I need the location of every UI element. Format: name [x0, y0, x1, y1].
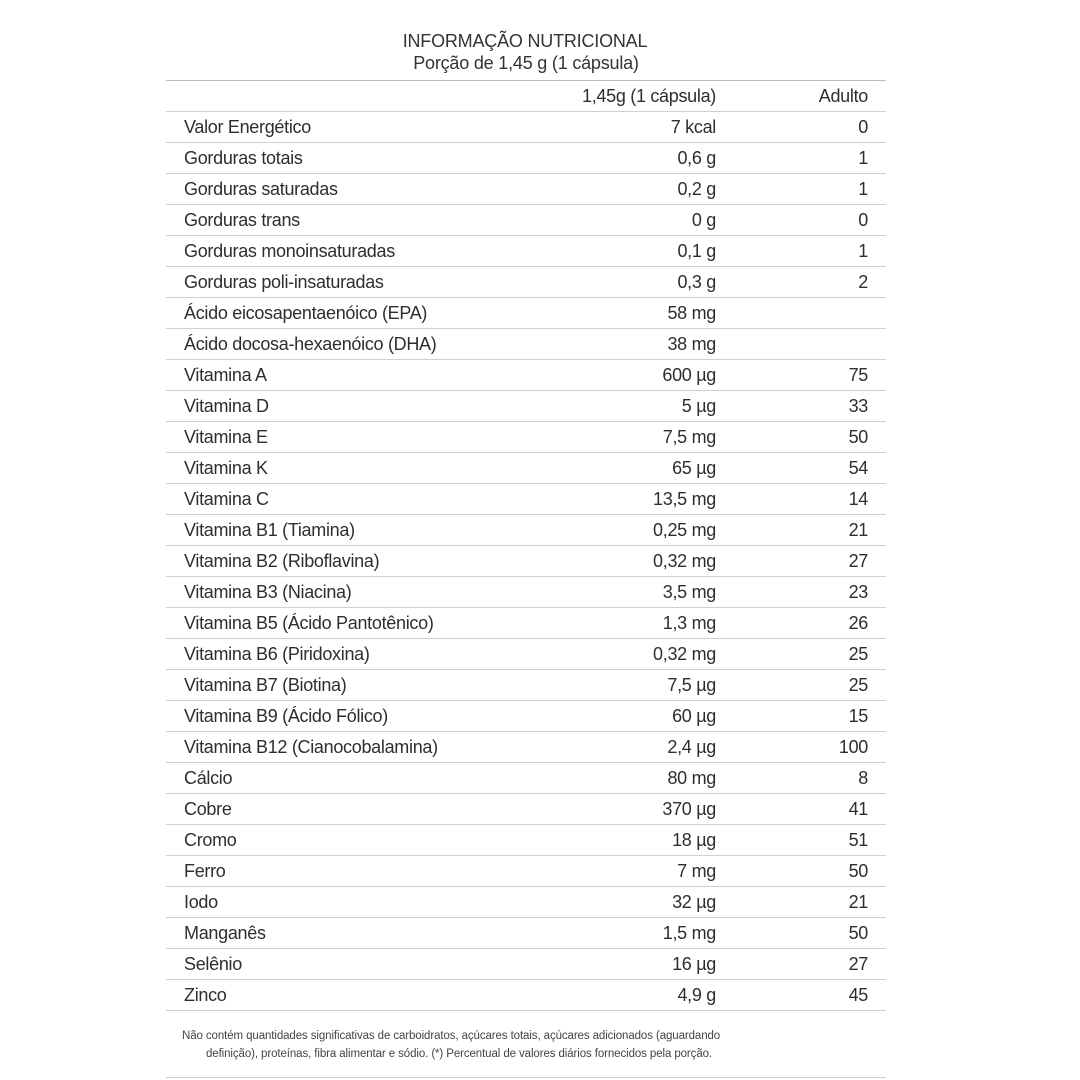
footnote: [182, 1027, 882, 1063]
nutrient-name: Vitamina B9 (Ácido Fólico): [166, 701, 558, 732]
table-row: [166, 856, 886, 887]
nutrient-name: Vitamina B5 (Ácido Pantotênico): [166, 608, 558, 639]
nutrient-name: Vitamina B2 (Riboflavina): [166, 546, 558, 577]
table-row: [166, 515, 886, 546]
nutrient-amount: 16 µg: [558, 949, 718, 980]
nutrient-daily-value: 1: [718, 236, 886, 267]
nutrient-daily-value: 51: [718, 825, 886, 856]
nutrient-name: Vitamina B6 (Piridoxina): [166, 639, 558, 670]
nutrient-amount: 0,1 g: [558, 236, 718, 267]
nutrient-amount: 18 µg: [558, 825, 718, 856]
nutrition-facts-label: [166, 30, 886, 1078]
table-row: [166, 732, 886, 763]
nutrient-name: Selênio: [166, 949, 558, 980]
table-row: [166, 360, 886, 391]
table-body: [166, 112, 886, 1011]
table-row: [166, 174, 886, 205]
table-row: [166, 143, 886, 174]
nutrient-daily-value: 27: [718, 546, 886, 577]
nutrient-amount: 7,5 µg: [558, 670, 718, 701]
table-row: [166, 546, 886, 577]
nutrient-amount: 370 µg: [558, 794, 718, 825]
nutrient-daily-value: 2: [718, 267, 886, 298]
table-row: [166, 391, 886, 422]
nutrient-amount: 1,3 mg: [558, 608, 718, 639]
nutrient-amount: 32 µg: [558, 887, 718, 918]
nutrient-daily-value: 45: [718, 980, 886, 1011]
nutrient-name: Vitamina B7 (Biotina): [166, 670, 558, 701]
nutrient-name: Ácido eicosapentaenóico (EPA): [166, 298, 558, 329]
nutrient-name: Vitamina D: [166, 391, 558, 422]
nutrient-daily-value: 0: [718, 112, 886, 143]
nutrient-name: Vitamina B12 (Cianocobalamina): [166, 732, 558, 763]
nutrient-amount: 0,6 g: [558, 143, 718, 174]
nutrient-daily-value: 1: [718, 174, 886, 205]
nutrient-amount: 3,5 mg: [558, 577, 718, 608]
nutrient-amount: 4,9 g: [558, 980, 718, 1011]
table-row: [166, 701, 886, 732]
column-header-amount: 1,45g (1 cápsula): [558, 81, 718, 112]
table-row: [166, 422, 886, 453]
table-row: [166, 980, 886, 1011]
table-row: [166, 949, 886, 980]
nutrient-daily-value: 21: [718, 515, 886, 546]
column-header-name: [166, 81, 558, 112]
nutrient-amount: 600 µg: [558, 360, 718, 391]
nutrient-daily-value: 25: [718, 639, 886, 670]
table-row: [166, 608, 886, 639]
nutrient-daily-value: 33: [718, 391, 886, 422]
nutrient-amount: 0 g: [558, 205, 718, 236]
nutrient-daily-value: 21: [718, 887, 886, 918]
nutrient-name: Gorduras monoinsaturadas: [166, 236, 558, 267]
nutrient-daily-value: 1: [718, 143, 886, 174]
nutrition-table: [166, 81, 886, 1011]
table-row: [166, 639, 886, 670]
nutrient-amount: 60 µg: [558, 701, 718, 732]
nutrient-daily-value: 100: [718, 732, 886, 763]
label-title: INFORMAÇÃO NUTRICIONAL: [402, 31, 648, 51]
footnote-line-1: Não contém quantidades significativas de carboidratos, açúcares totais, açúcares adicionados (aguardando: [182, 1030, 721, 1042]
nutrient-amount: 1,5 mg: [558, 918, 718, 949]
nutrient-amount: 0,2 g: [558, 174, 718, 205]
nutrient-name: Valor Energético: [166, 112, 558, 143]
nutrient-name: Manganês: [166, 918, 558, 949]
nutrient-name: Vitamina A: [166, 360, 558, 391]
nutrient-amount: 58 mg: [558, 298, 718, 329]
nutrient-name: Ferro: [166, 856, 558, 887]
nutrient-amount: 7 mg: [558, 856, 718, 887]
nutrient-daily-value: 27: [718, 949, 886, 980]
nutrient-name: Zinco: [166, 980, 558, 1011]
table-row: [166, 484, 886, 515]
table-row: [166, 453, 886, 484]
nutrient-daily-value: 50: [718, 856, 886, 887]
nutrient-amount: 0,3 g: [558, 267, 718, 298]
nutrient-amount: 38 mg: [558, 329, 718, 360]
table-row: [166, 329, 886, 360]
nutrient-amount: 7,5 mg: [558, 422, 718, 453]
nutrient-amount: 7 kcal: [558, 112, 718, 143]
nutrient-amount: 5 µg: [558, 391, 718, 422]
footnote-line-2: definição), proteínas, fibra alimentar e sódio. (*) Percentual de valores diários fornecidos pela porção.: [206, 1048, 713, 1060]
nutrient-name: Cálcio: [166, 763, 558, 794]
table-row: [166, 112, 886, 143]
table-row: [166, 825, 886, 856]
nutrient-name: Gorduras trans: [166, 205, 558, 236]
nutrient-daily-value: 8: [718, 763, 886, 794]
nutrient-daily-value: [718, 298, 886, 329]
nutrient-name: Cromo: [166, 825, 558, 856]
table-row: [166, 267, 886, 298]
nutrient-name: Vitamina K: [166, 453, 558, 484]
nutrient-amount: 0,25 mg: [558, 515, 718, 546]
nutrient-amount: 2,4 µg: [558, 732, 718, 763]
nutrient-name: Cobre: [166, 794, 558, 825]
table-row: [166, 887, 886, 918]
nutrient-daily-value: 50: [718, 918, 886, 949]
table-row: [166, 670, 886, 701]
nutrient-amount: 13,5 mg: [558, 484, 718, 515]
table-row: [166, 763, 886, 794]
nutrient-name: Vitamina C: [166, 484, 558, 515]
nutrient-name: Vitamina B3 (Niacina): [166, 577, 558, 608]
nutrient-name: Gorduras saturadas: [166, 174, 558, 205]
nutrient-amount: 0,32 mg: [558, 639, 718, 670]
nutrient-name: Vitamina E: [166, 422, 558, 453]
column-header-daily-value: Adulto: [718, 81, 886, 112]
nutrient-amount: 80 mg: [558, 763, 718, 794]
nutrient-daily-value: 15: [718, 701, 886, 732]
nutrient-daily-value: 41: [718, 794, 886, 825]
table-row: [166, 205, 886, 236]
table-row: [166, 236, 886, 267]
nutrient-daily-value: 14: [718, 484, 886, 515]
nutrient-name: Vitamina B1 (Tiamina): [166, 515, 558, 546]
table-row: [166, 918, 886, 949]
label-subtitle: Porção de 1,45 g (1 cápsula): [413, 53, 639, 73]
nutrient-daily-value: 23: [718, 577, 886, 608]
table-header-row: [166, 81, 886, 112]
nutrient-name: Gorduras poli-insaturadas: [166, 267, 558, 298]
nutrient-amount: 65 µg: [558, 453, 718, 484]
table-row: [166, 298, 886, 329]
nutrient-daily-value: 0: [718, 205, 886, 236]
nutrient-daily-value: 25: [718, 670, 886, 701]
nutrient-name: Ácido docosa-hexaenóico (DHA): [166, 329, 558, 360]
nutrient-daily-value: 75: [718, 360, 886, 391]
nutrient-daily-value: 26: [718, 608, 886, 639]
nutrient-name: Iodo: [166, 887, 558, 918]
nutrient-name: Gorduras totais: [166, 143, 558, 174]
table-row: [166, 577, 886, 608]
nutrient-daily-value: 50: [718, 422, 886, 453]
nutrient-daily-value: [718, 329, 886, 360]
nutrient-amount: 0,32 mg: [558, 546, 718, 577]
bottom-divider: [166, 1077, 886, 1078]
nutrient-daily-value: 54: [718, 453, 886, 484]
table-row: [166, 794, 886, 825]
